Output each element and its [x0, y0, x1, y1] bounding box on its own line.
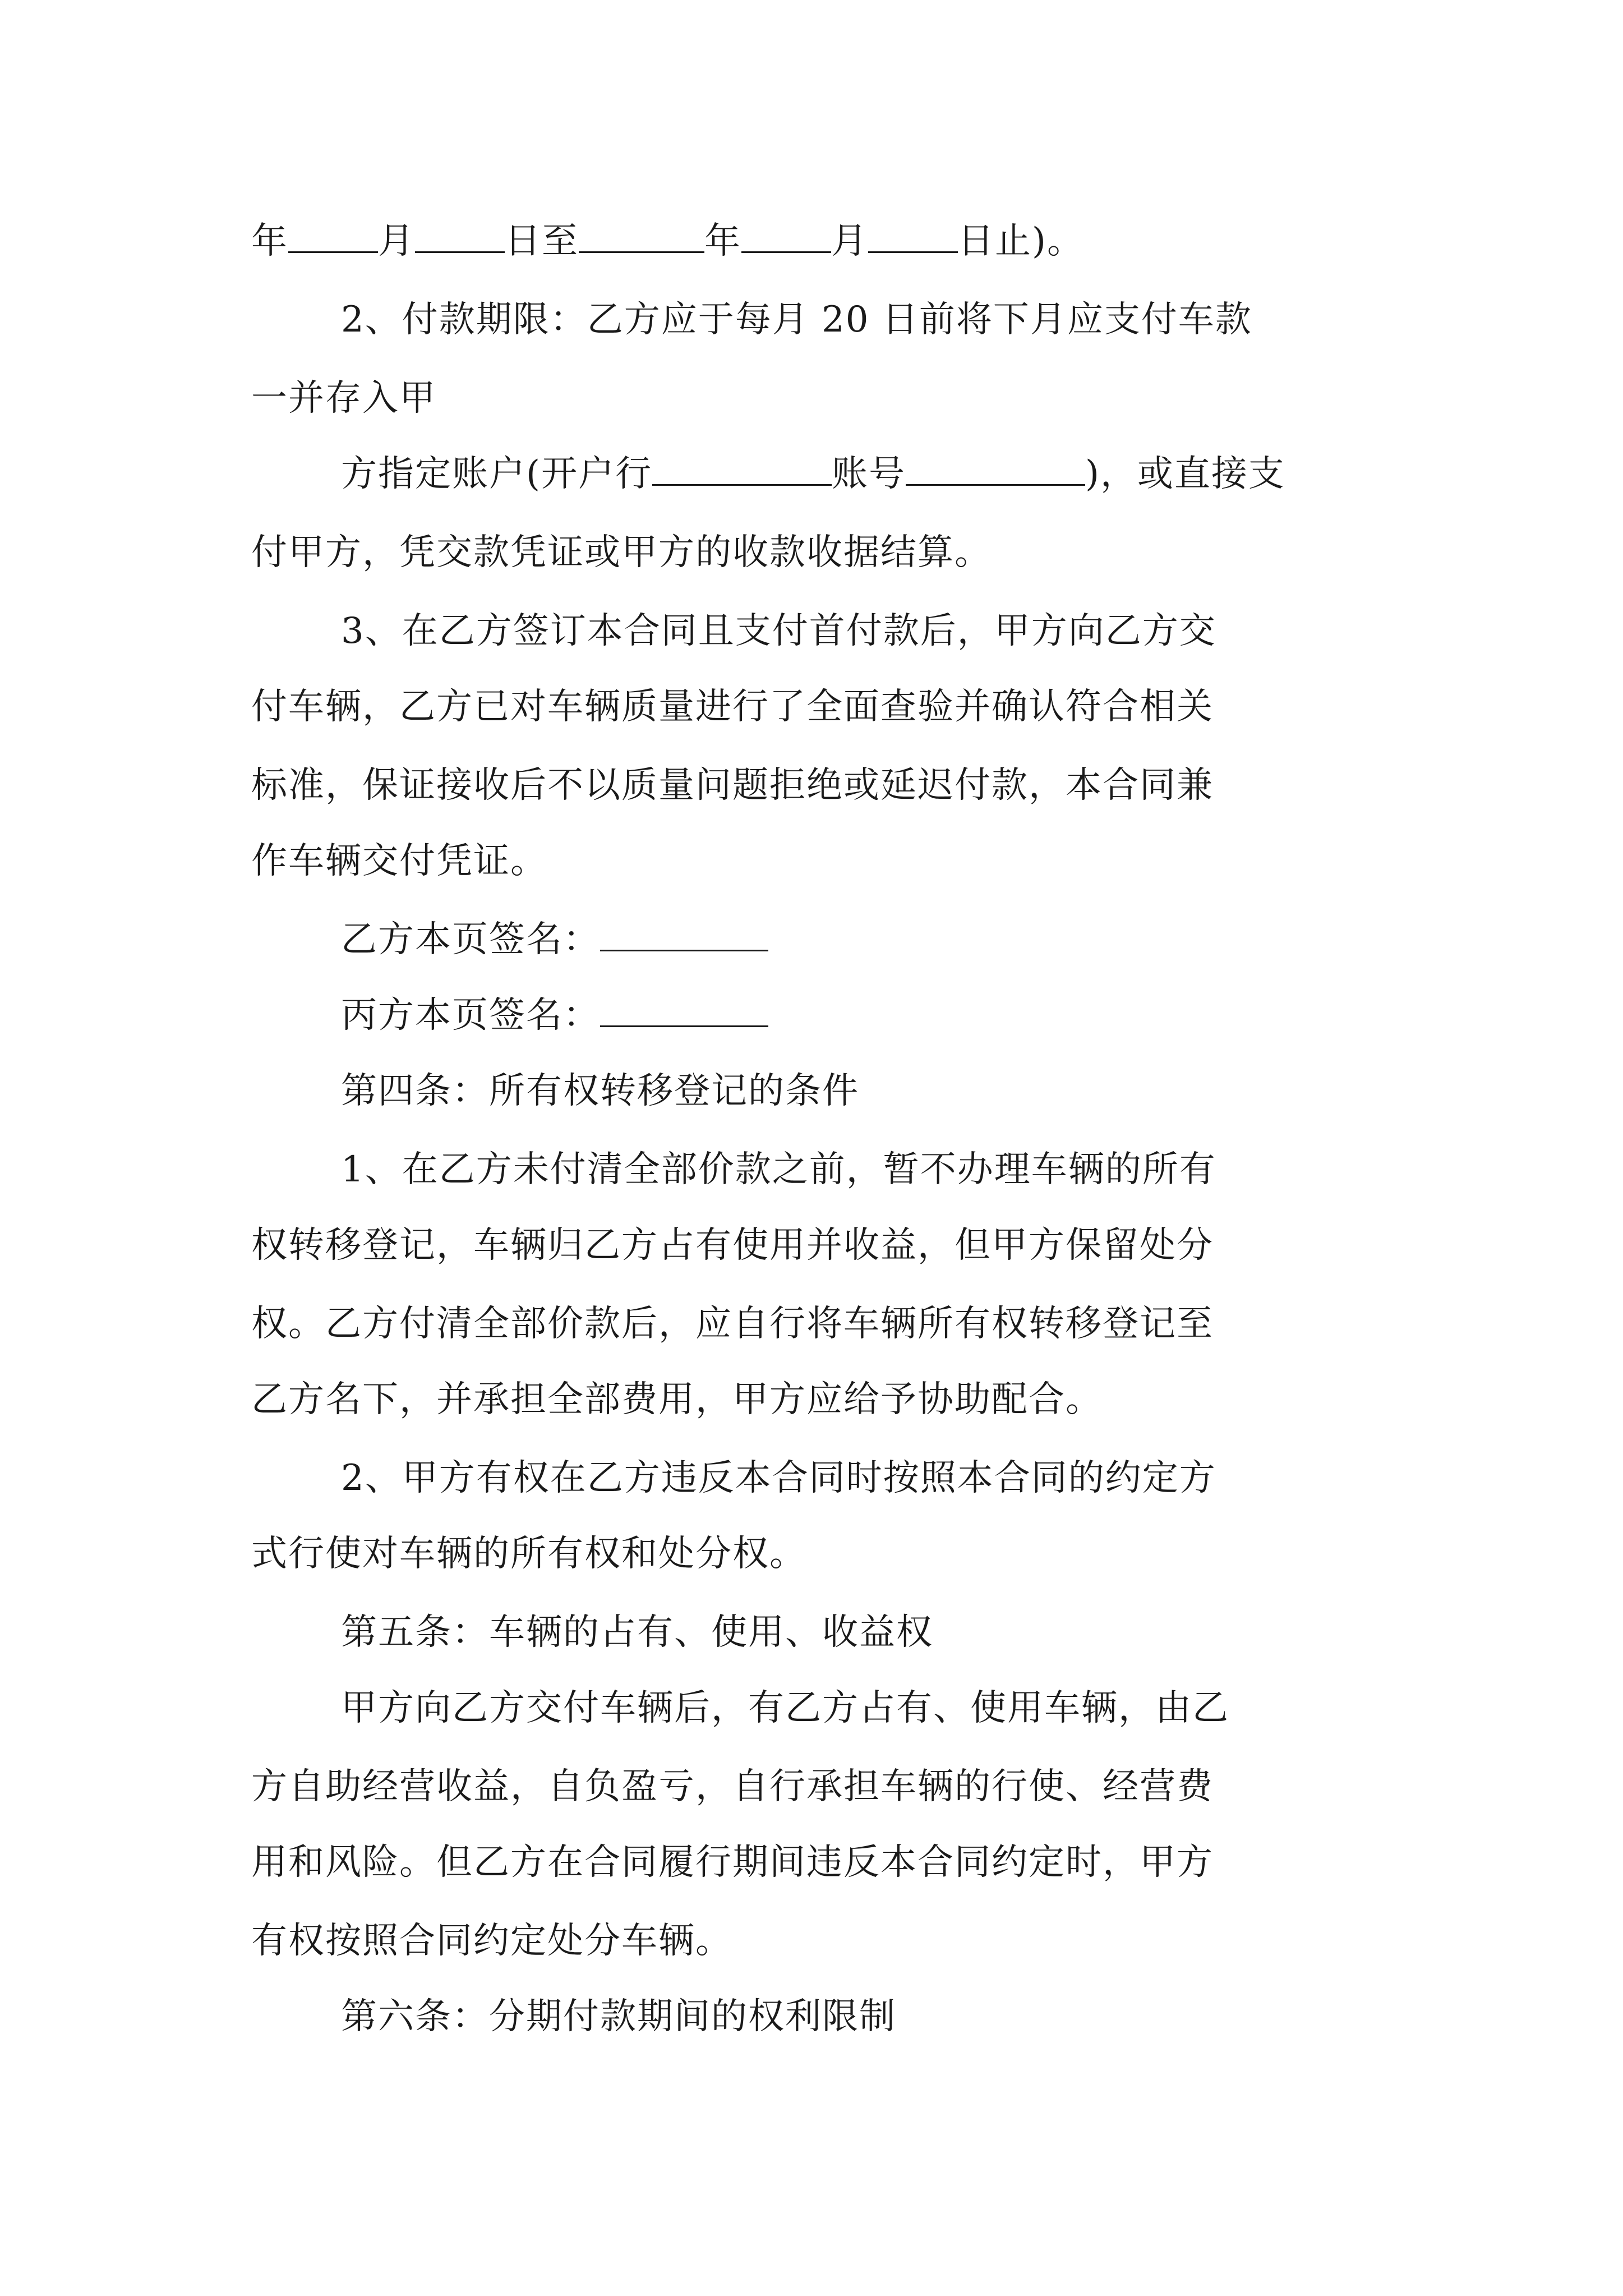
date-range-line — [0, 219, 1623, 264]
article-4-p2-line-2: 式行使对车辆的所有权和处分权。 — [251, 1533, 806, 1575]
article-4-p1-line-4: 乙方名下，并承担全部费用，甲方应给予协助配合。 — [251, 1379, 1103, 1420]
text-sign-c: 丙方本页签名： — [341, 995, 600, 1036]
article-6-title: 第六条：分期付款期间的权利限制 — [341, 1996, 896, 2037]
article-5-line-2: 方自助经营收益，自负盈亏，自行承担车辆的行使、经营费 — [251, 1766, 1214, 1807]
text-year: 年 — [251, 220, 288, 262]
article-5-line-4: 有权按照合同约定处分车辆。 — [251, 1920, 732, 1962]
text-day-end: 日止)。 — [958, 220, 1084, 262]
blank-day-end[interactable] — [868, 220, 958, 253]
article-4-p1-line-3: 权。乙方付清全部价款后，应自行将车辆所有权转移登记至 — [251, 1303, 1214, 1345]
article-4-p1-line-2: 权转移登记，车辆归乙方占有使用并收益，但甲方保留处分 — [251, 1225, 1214, 1266]
article-4-p1-line-1: 1、在乙方未付清全部价款之前，暂不办理车辆的所有 — [341, 1149, 1216, 1190]
article-5-title: 第五条：车辆的占有、使用、收益权 — [341, 1612, 933, 1653]
blank-sign-b[interactable] — [600, 918, 768, 951]
article-4-p2-line-1: 2、甲方有权在乙方违反本合同时按照本合同的约定方 — [341, 1457, 1216, 1499]
blank-account[interactable] — [906, 453, 1085, 486]
article-5-line-3: 用和风险。但乙方在合同履行期间违反本合同约定时，甲方 — [251, 1842, 1214, 1883]
blank-day-start[interactable] — [415, 220, 505, 253]
signature-line-c — [0, 993, 1623, 1038]
blank-sign-c[interactable] — [600, 994, 768, 1027]
blank-month-end[interactable] — [741, 220, 831, 253]
delivery-line-4: 作车辆交付凭证。 — [251, 840, 547, 882]
payment-term-line-2: 一并存入甲 — [251, 378, 436, 419]
text-account: 账号 — [831, 453, 906, 495]
delivery-line-2: 付车辆，乙方已对车辆质量进行了全面查验并确认符合相关 — [251, 686, 1214, 728]
signature-line-b — [0, 917, 1623, 962]
blank-bank[interactable] — [652, 453, 832, 486]
account-line-2: 付甲方，凭交款凭证或甲方的收款收据结算。 — [251, 532, 992, 573]
payment-term-line-1: 2、付款期限：乙方应于每月 20 日前将下月应支付车款 — [341, 299, 1252, 341]
article-5-line-1: 甲方向乙方交付车辆后，有乙方占有、使用车辆，由乙 — [341, 1687, 1229, 1729]
article-4-title: 第四条：所有权转移登记的条件 — [341, 1070, 859, 1112]
text-day-to: 日至 — [505, 220, 579, 262]
text-bank: 方指定账户(开户行 — [341, 453, 652, 495]
account-line — [0, 452, 1623, 496]
text-direct-pay: )，或直接支 — [1085, 453, 1285, 495]
text-month: 月 — [831, 220, 868, 262]
text-sign-b: 乙方本页签名： — [341, 919, 600, 960]
delivery-line-1: 3、在乙方签订本合同且支付首付款后，甲方向乙方交 — [341, 610, 1216, 652]
blank-month-start[interactable] — [288, 220, 378, 253]
text-year: 年 — [704, 220, 741, 262]
blank-year-end[interactable] — [579, 220, 704, 253]
text-month: 月 — [378, 220, 415, 262]
delivery-line-3: 标准，保证接收后不以质量问题拒绝或延迟付款，本合同兼 — [251, 765, 1214, 806]
